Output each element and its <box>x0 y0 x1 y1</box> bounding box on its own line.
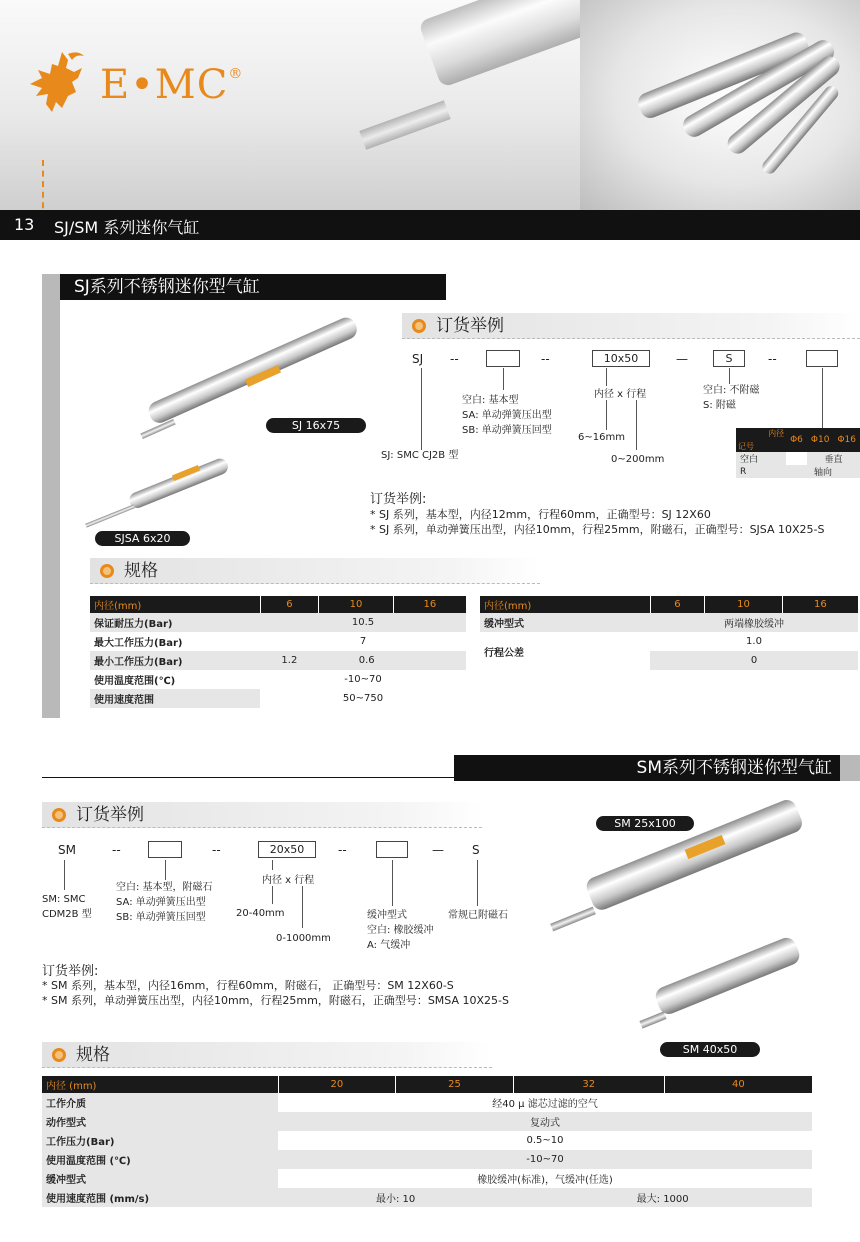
mount-col-16: Φ16 <box>833 428 860 452</box>
header-product-photo <box>580 0 860 210</box>
sm-order-heading-text: 订货举例 <box>76 805 144 825</box>
sm-connector-line <box>392 860 393 906</box>
sj-example-title: 订货举例: <box>370 492 427 507</box>
sj-stroke-range: 0~200mm <box>611 454 665 465</box>
spec-header: 内径 (mm) <box>42 1076 278 1093</box>
sm-code-dash-2: -- <box>212 843 221 857</box>
mount-row-label: 空白 <box>736 452 786 465</box>
sm-code-emdash: — <box>432 843 444 857</box>
spec-value: 7 <box>359 636 367 647</box>
mount-corner-top: 内径 <box>768 429 785 438</box>
sj-magnet-notes <box>703 383 760 413</box>
sm-25x100-label: SM 25x100 <box>596 816 694 831</box>
sm-bore-range: 20-40mm <box>236 908 285 919</box>
sj-example-list <box>370 507 825 537</box>
sm-connector-line <box>165 860 166 880</box>
sj-code-type-box <box>486 350 520 367</box>
mount-corner-bottom: 记号 <box>738 442 754 451</box>
spec-value: -10~70 <box>344 674 382 685</box>
spec-value: 10.5 <box>260 613 466 632</box>
spec-row-label: 使用速度范围 <box>90 689 260 708</box>
sm-cushion-notes <box>367 908 434 953</box>
sm-cushion-a: A: 气缓冲 <box>367 940 411 951</box>
brand-logo-text <box>100 62 243 108</box>
spec-row-label: 保证耐压力(Bar) <box>90 613 260 632</box>
sj-code-dash-3: -- <box>768 352 777 366</box>
brand-name: E•MC <box>100 62 229 108</box>
spec-value: 橡胶缓冲(标准)，气缓冲(任选) <box>278 1169 812 1188</box>
sj-type-sa: SA: 单动弹簧压出型 <box>462 410 552 421</box>
spec-row-label: 最小工作压力(Bar) <box>90 651 260 670</box>
spec-header: 16 <box>782 596 858 613</box>
sj-connector-line <box>606 368 607 386</box>
sj-example-item: * SJ 系列，单动弹簧压出型，内径10mm，行程25mm，附磁石，正确型号：SJSA 10X25-S <box>370 523 825 536</box>
sj-bore-range: 6~16mm <box>578 432 625 443</box>
sm-code-dash-3: -- <box>338 843 347 857</box>
spec-row-label: 缓冲型式 <box>480 613 650 632</box>
spec-row-label: 使用温度范围(℃) <box>94 676 176 687</box>
bullet-circle-icon <box>52 808 66 822</box>
sm-connector-line <box>477 860 478 906</box>
spec-header: 6 <box>260 596 319 613</box>
spec-header: 6 <box>650 596 705 613</box>
page-title-bar <box>0 210 860 240</box>
sm-cushion-blank: 空白: 橡胶缓冲 <box>367 925 434 936</box>
spec-header: 40 <box>664 1076 812 1093</box>
sj-side-bar <box>42 274 60 718</box>
sj-16x75-label: SJ 16x75 <box>266 418 366 433</box>
sjsa-6x20-label: SJSA 6x20 <box>95 531 190 546</box>
sm-smc-line: SM: SMC <box>42 894 86 905</box>
spec-header: 16 <box>393 596 466 613</box>
spec-header: 32 <box>513 1076 664 1093</box>
sm-code-suffix: S <box>472 843 480 857</box>
sm-code-type-box <box>148 841 182 858</box>
spec-value: 最小: 10 <box>278 1188 513 1207</box>
sj-code-magnet-box: S <box>713 350 745 367</box>
spec-header: 10 <box>705 596 782 613</box>
spec-header: 25 <box>396 1076 514 1093</box>
sj-code-bore-stroke-box: 10x50 <box>592 350 650 367</box>
sj-example-item: * SJ 系列，基本型，内径12mm，行程60mm，正确型号：SJ 12X60 <box>370 508 711 521</box>
sm-40x50-label: SM 40x50 <box>660 1042 760 1057</box>
spec-value: 1.0 <box>746 636 762 647</box>
spec-value: 50~750 <box>260 689 466 708</box>
sm-connector-line <box>302 886 303 928</box>
registered-mark: ® <box>228 65 244 82</box>
sm-example-item: * SM 系列，单动弹簧压出型，内径10mm，行程25mm，附磁石，正确型号：SMSA 10X25-S <box>42 994 509 1007</box>
spec-value: 0.5~10 <box>278 1131 812 1150</box>
spec-row-label: 行程公差 <box>484 647 524 659</box>
spec-row-label: 使用温度范围 (℃) <box>42 1150 278 1169</box>
sm-side-bar <box>840 755 860 781</box>
spec-header: 20 <box>278 1076 396 1093</box>
sm-spec-heading-text: 规格 <box>76 1045 110 1065</box>
mount-row-label: R <box>736 465 786 478</box>
sj-order-heading <box>402 313 860 339</box>
spec-row-label: 使用速度范围 (mm/s) <box>42 1188 278 1207</box>
mount-col-6: Φ6 <box>786 428 807 452</box>
spec-row-label: 缓冲型式 <box>42 1169 278 1188</box>
sjsa-6x20-cylinder-image <box>127 456 230 510</box>
spec-row-label: 动作型式 <box>42 1112 278 1131</box>
sm-example-item: * SM 系列，基本型，内径16mm，行程60mm，附磁石， 正确型号：SM 12X60-S <box>42 979 454 992</box>
sj-connector-line <box>822 368 823 428</box>
sm-example-title: 订货举例: <box>42 964 99 979</box>
sm-bore-stroke-note: 内径 x 行程 <box>262 875 315 886</box>
spec-row-label: 最大工作压力(Bar) <box>94 638 183 649</box>
sm-spec-table <box>42 1076 812 1207</box>
sm-type-notes <box>116 880 213 925</box>
sj-code-prefix: SJ <box>412 352 424 366</box>
sj-spec-heading <box>90 558 540 584</box>
sm-40x50-rod-image <box>639 1011 666 1028</box>
sj-spec-heading-text: 规格 <box>124 561 158 581</box>
sj-bore-stroke-note: 内径 x 行程 <box>594 389 647 400</box>
sm-order-heading <box>42 802 482 828</box>
mount-col-10: Φ10 <box>807 428 834 452</box>
sj-connector-line <box>503 368 504 390</box>
sm-connector-line <box>272 886 273 904</box>
sj-spec-table-left <box>90 596 466 708</box>
page-number: 13 <box>14 215 35 234</box>
spec-value: 最大: 1000 <box>513 1188 812 1207</box>
sj-16x75-cylinder-image <box>146 314 360 426</box>
sm-25x100-rod-image <box>550 907 596 932</box>
sj-type-blank: 空白: 基本型 <box>462 395 519 406</box>
sj-type-sb: SB: 单动弹簧压回型 <box>462 425 552 436</box>
sm-code-bore-stroke-box: 20x50 <box>258 841 316 858</box>
sm-40x50-cylinder-image <box>653 935 803 1017</box>
sm-type-sa: SA: 单动弹簧压出型 <box>116 897 206 908</box>
sj-magnet-s: S: 附磁 <box>703 400 736 411</box>
bullet-circle-icon <box>100 564 114 578</box>
sm-code-dash-1: -- <box>112 843 121 857</box>
bullet-circle-icon <box>52 1048 66 1062</box>
spec-header: 内径(mm) <box>90 596 260 613</box>
sj-type-notes <box>462 393 552 438</box>
sj-code-dash-1: -- <box>450 352 459 366</box>
sm-connector-line <box>64 860 65 890</box>
sj-spec-table-right <box>480 596 858 670</box>
bullet-circle-icon <box>412 319 426 333</box>
sj-connector-line <box>729 368 730 384</box>
spec-value: 0.6 <box>319 651 466 670</box>
sj-section-title: SJ系列不锈钢迷你型气缸 <box>60 274 446 300</box>
sj-connector-line <box>636 400 637 450</box>
mount-row-value: 轴向 <box>786 465 860 478</box>
sm-smc-note <box>42 892 92 922</box>
sm-cushion-label: 缓冲型式 <box>367 910 407 921</box>
sj-code-mount-box <box>806 350 838 367</box>
sj-connector-line <box>421 368 422 450</box>
sm-example-list <box>42 978 509 1008</box>
spec-value: 1.2 <box>260 651 319 670</box>
sm-section-title: SM系列不锈钢迷你型气缸 <box>454 755 840 781</box>
sj-mount-table <box>736 428 860 478</box>
spec-header: 内径(mm) <box>480 596 650 613</box>
sm-smc-line: CDM2B 型 <box>42 909 92 920</box>
spec-header: 10 <box>319 596 393 613</box>
banner-rod-image <box>359 100 450 150</box>
spec-row-label: 工作介质 <box>42 1093 278 1112</box>
sm-code-cushion-box <box>376 841 408 858</box>
sm-type-sb: SB: 单动弹簧压回型 <box>116 912 206 923</box>
sm-connector-line <box>272 860 273 870</box>
sm-type-blank: 空白: 基本型，附磁石 <box>116 882 213 893</box>
mount-corner-cell <box>736 428 786 452</box>
sj-magnet-blank: 空白: 不附磁 <box>703 385 760 396</box>
spec-value: 两端橡胶缓冲 <box>650 613 858 632</box>
sj-code-dash-2: -- <box>541 352 550 366</box>
sj-code-emdash: — <box>676 352 688 366</box>
spec-value: -10~70 <box>278 1150 812 1169</box>
spec-value: 经40 μ 滤芯过滤的空气 <box>278 1093 812 1112</box>
spec-value: 0 <box>650 651 858 670</box>
mount-row-value: 垂直 <box>807 452 860 465</box>
spec-row-label: 工作压力(Bar) <box>42 1131 278 1150</box>
sj-connector-line <box>606 400 607 430</box>
sj-order-heading-text: 订货举例 <box>436 316 504 336</box>
goat-logo-icon <box>22 46 98 122</box>
page-title: SJ/SM 系列迷你气缸 <box>54 218 200 237</box>
spec-value: 复动式 <box>278 1112 812 1131</box>
sj-smc-note: SJ: SMC CJ2B 型 <box>381 450 459 461</box>
sm-spec-heading <box>42 1042 492 1068</box>
sm-code-prefix: SM <box>58 843 76 857</box>
sjsa-6x20-rod-image <box>85 504 135 527</box>
sm-magnet-note: 常规已附磁石 <box>448 910 508 921</box>
sm-stroke-range: 0-1000mm <box>276 933 331 944</box>
